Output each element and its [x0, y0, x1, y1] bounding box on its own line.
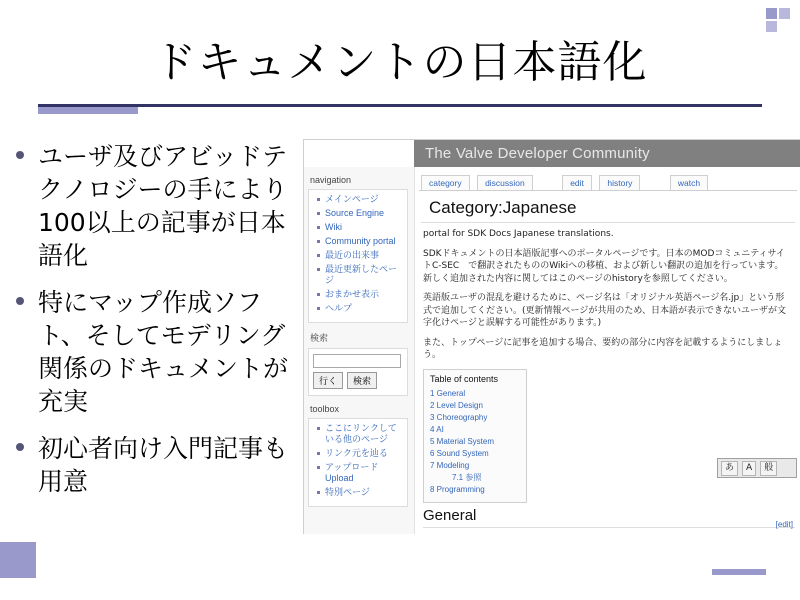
list-item: [8, 140, 308, 272]
toc-entry[interactable]: 4 AI: [430, 424, 444, 434]
table-of-contents: [423, 369, 527, 503]
toolbox-box: [308, 418, 408, 507]
toc-title: Table of contents: [430, 373, 499, 384]
page-title: ドキュメントの日本語化: [152, 37, 648, 88]
tab-category[interactable]: category: [421, 175, 470, 190]
paragraph: portal for SDK Docs Japanese translations.: [423, 229, 614, 239]
bullet-dot-icon: [16, 151, 24, 159]
toolbox-item-what-links-here[interactable]: [325, 423, 405, 445]
search-heading: 検索: [310, 333, 329, 343]
article-body: [415, 223, 800, 362]
list-item: [8, 432, 308, 498]
paragraph: 英語版ユーザの混乱を避けるために、ページ名は「オリジナル英語ページ名.jp」という形式で追加してください。(更新情報ページが共用のため、日本語が表示できないユーザが文字化けページと誤解する可能性があります。): [423, 293, 786, 328]
toc-entry[interactable]: 2 Level Design: [430, 400, 483, 410]
toc-entry[interactable]: 7 Modeling: [430, 460, 470, 470]
sidebar-item-label: 最近の出来事: [325, 250, 380, 260]
sidebar-item-label: Wiki: [325, 222, 342, 232]
bottom-left-accent: [0, 542, 36, 578]
sidebar-item-label: メインページ: [325, 194, 379, 204]
bullet-dot-icon: [16, 297, 24, 305]
list-item-label: ユーザ及びアビッドテクノロジーの手により100以上の記事が日本語化: [38, 142, 288, 270]
list-item-label: 特にマップ作成ソフト、そしてモデリング関係のドキュメントが充実: [38, 288, 289, 416]
sidebar-item-label: ヘルプ: [325, 303, 353, 313]
sidebar-item-current-events[interactable]: [325, 250, 405, 261]
toolbox-item-label: アップロード Upload: [325, 462, 379, 483]
sidebar-item-label: 最近更新したページ: [325, 264, 398, 285]
toolbox-heading: toolbox: [310, 404, 340, 414]
tab-bar: [415, 167, 800, 190]
sidebar-item-label: Community portal: [325, 236, 396, 246]
tab-history[interactable]: history: [599, 175, 640, 190]
embedded-screenshot: [303, 139, 800, 534]
wiki-sidebar: [304, 167, 415, 534]
title-divider: [38, 104, 762, 107]
section-heading: General: [423, 507, 795, 528]
sidebar-item-wiki[interactable]: [325, 222, 405, 233]
ime-general-icon[interactable]: 般: [760, 461, 777, 476]
sidebar-item-label: おまかせ表示: [325, 289, 380, 299]
toolbox-item-special-pages[interactable]: [325, 487, 405, 498]
toc-sub-entry[interactable]: 7.1 参照: [452, 472, 482, 482]
navigation-heading: navigation: [310, 175, 352, 185]
article-title: Category:Japanese: [421, 191, 795, 223]
sidebar-item-main-page[interactable]: [325, 194, 405, 205]
tab-watch[interactable]: watch: [670, 175, 708, 190]
corner-decoration: [750, 8, 790, 38]
search-button[interactable]: 検索: [347, 372, 377, 389]
list-item: [8, 286, 308, 418]
wiki-content: [415, 167, 800, 534]
toc-entry[interactable]: 5 Material System: [430, 436, 495, 446]
edit-link[interactable]: [edit]: [775, 520, 793, 529]
search-input[interactable]: [313, 354, 401, 368]
sidebar-item-community-portal[interactable]: [325, 236, 405, 247]
sidebar-item-recent-changes[interactable]: [325, 264, 405, 286]
bullet-list: [8, 140, 308, 512]
bullet-dot-icon: [16, 443, 24, 451]
title-divider-accent: [38, 107, 138, 114]
sidebar-item-help[interactable]: [325, 303, 405, 314]
paragraph: SDKドキュメントの日本語版記事へのポータルページです。日本のMODコミュニティサイトC-SEC で翻訳されたもののWikiへの移植、および新しい翻訳の追加を行っています。新しく追加された内容に関してはこのページのhistoryを参照してください。: [423, 248, 785, 284]
tab-discussion[interactable]: discussion: [477, 175, 533, 190]
toolbox-item-label: ここにリンクしている他のページ: [325, 423, 397, 444]
sidebar-item-random-page[interactable]: [325, 289, 405, 300]
toolbox-item-upload[interactable]: [325, 462, 405, 484]
toolbox-item-related-changes[interactable]: [325, 448, 405, 459]
ime-alpha-icon[interactable]: A: [742, 461, 756, 476]
search-box: [308, 348, 408, 396]
bottom-right-accent: [712, 569, 766, 575]
navigation-box: [308, 189, 408, 323]
site-banner: The Valve Developer Community: [414, 140, 800, 167]
go-button[interactable]: 行く: [313, 372, 343, 389]
ime-toolbar[interactable]: [717, 458, 797, 478]
toolbox-item-label: リンク元を辿る: [325, 448, 388, 458]
sidebar-item-label: Source Engine: [325, 208, 385, 218]
tab-edit[interactable]: edit: [562, 175, 592, 190]
toc-entry[interactable]: 6 Sound System: [430, 448, 489, 458]
sidebar-item-source-engine[interactable]: [325, 208, 405, 219]
ime-mode-caret[interactable]: あ: [721, 461, 738, 476]
toc-entry[interactable]: 1 General: [430, 388, 466, 398]
toolbox-item-label: 特別ページ: [325, 487, 370, 497]
list-item-label: 初心者向け入門記事も用意: [38, 434, 289, 496]
toc-entry[interactable]: 8 Programming: [430, 484, 485, 494]
paragraph: また、トップページに記事を追加する場合、要約の部分に内容を記載するようにしましょう。: [423, 337, 783, 360]
toc-entry[interactable]: 3 Choreography: [430, 412, 488, 422]
